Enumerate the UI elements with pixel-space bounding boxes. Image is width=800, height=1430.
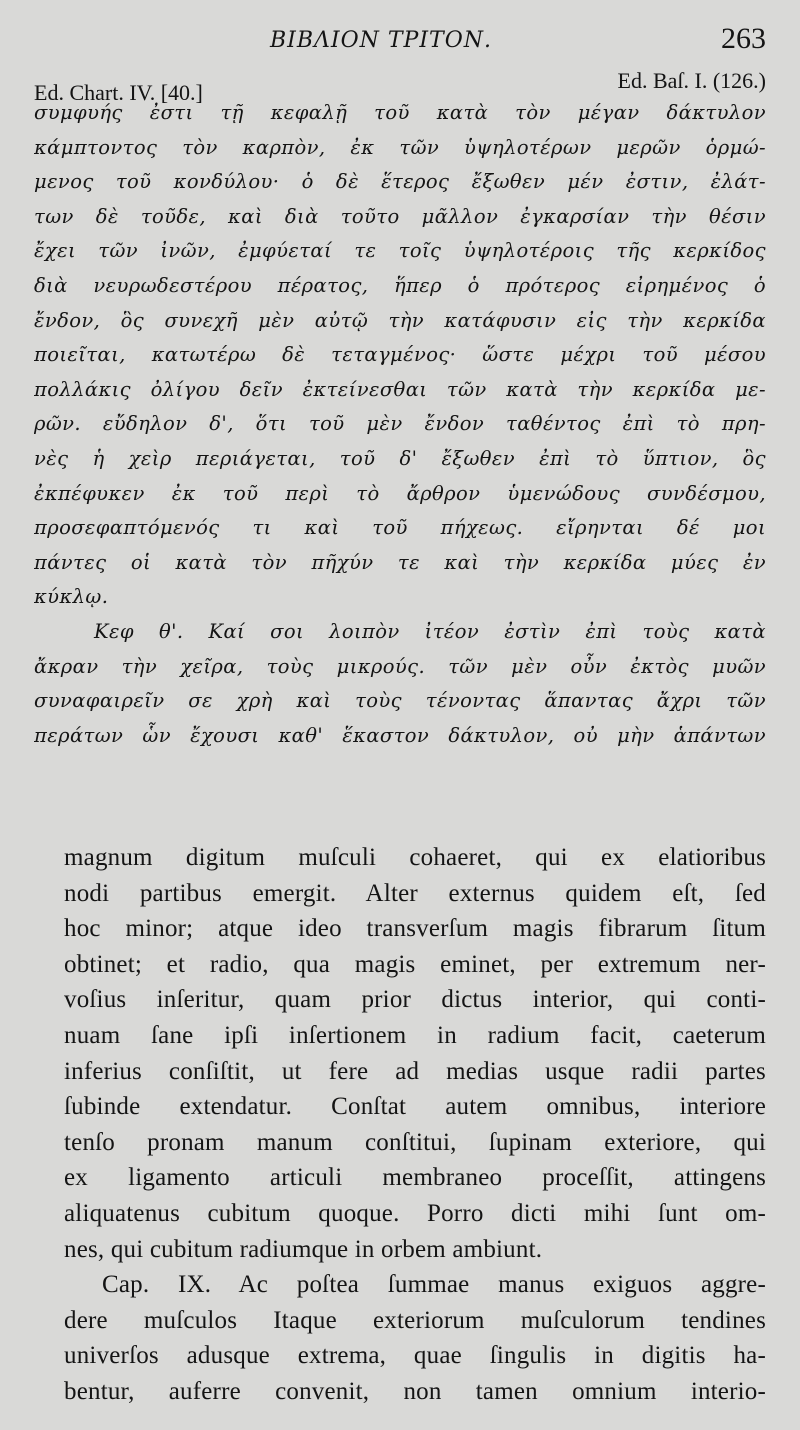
greek-line: ἔνδον, ὃς συνεχῆ μὲν αὐτῷ τὴν κατάφυσιν εἰς τὴν κερκίδα <box>34 308 766 332</box>
greek-line: πάντες οἱ κατὰ τὸν πῆχύν τε καὶ τὴν κερκίδα μύες ἐν <box>34 550 766 574</box>
greek-text-block <box>34 96 766 753</box>
greek-line: ἔχει τῶν ἰνῶν, ἐμφύεταί τε τοῖς ὑψηλοτέροις τῆς κερκίδος <box>34 239 766 263</box>
greek-line: κύκλῳ. <box>34 585 109 609</box>
latin-line: univerſos adusque extrema, quae ſingulis in digitis ha- <box>64 1342 766 1370</box>
edition-reference-chartier: Ed. Chart. IV. [40.] <box>34 80 203 105</box>
page-number: 263 <box>721 22 766 55</box>
greek-chapter-heading-line: Κεφ θ'. Καί σοι λοιπὸν ἰτέον ἐστὶν ἐπὶ τοὺς κατὰ <box>94 619 766 643</box>
latin-line: ex ligamento articuli membraneo proceſſit, attingens <box>64 1164 766 1192</box>
book-title: BIBΛIOΝ ΤΡΙΤΟΝ. <box>270 28 493 53</box>
greek-line: ρῶν. εὔδηλον δ', ὅτι τοῦ μὲν ἔνδον ταθέντος ἐπὶ τὸ πρη- <box>34 412 766 436</box>
latin-line: ſubinde extendatur. Conſtat autem omnibus, interiore <box>64 1093 766 1121</box>
greek-line: μενος τοῦ κονδύλου· ὁ δὲ ἕτερος ἔξωθεν μέν ἐστιν, ἐλάτ- <box>34 170 766 194</box>
greek-line: των δὲ τοῦδε, καὶ διὰ τοῦτο μᾶλλον ἐγκαρσίαν τὴν θέσιν <box>34 204 766 228</box>
greek-line: νὲς ἡ χεὶρ περιάγεται, τοῦ δ' ἔξωθεν ἐπὶ τὸ ὕπτιον, ὃς <box>34 446 766 470</box>
greek-line: συμφυής ἐστι τῇ κεφαλῇ τοῦ κατὰ τὸν μέγαν δάκτυλον <box>34 101 766 124</box>
latin-line: aliquatenus cubitum quoque. Porro dicti mihi ſunt om- <box>64 1199 766 1227</box>
latin-line: dere muſculos Itaque exteriorum muſculorum tendines <box>64 1306 766 1334</box>
greek-line: κάμπτοντος τὸν καρπὸν, ἐκ τῶν ὑψηλοτέρων μερῶν ὁρμώ- <box>34 135 766 159</box>
latin-line: nuam ſane ipſi inſertionem in radium facit, caeterum <box>64 1021 766 1049</box>
greek-line: περάτων ὧν ἔχουσι καθ' ἕκαστον δάκτυλον, οὐ μὴν ἁπάντων <box>34 723 766 747</box>
greek-line: προσεφαπτόμενός τι καὶ τοῦ πήχεως. εἴρηνται δέ μοι <box>34 516 766 540</box>
greek-line: ποιεῖται, κατωτέρω δὲ τεταγμένος· ὥστε μέχρι τοῦ μέσου <box>34 343 766 367</box>
latin-line: inferius conſiſtit, ut fere ad medias usque radii partes <box>64 1057 766 1085</box>
latin-line: hoc minor; atque ideo transverſum magis fibrarum ſitum <box>64 915 766 943</box>
latin-line: magnum digitum muſculi cohaeret, qui ex elatioribus <box>64 844 766 871</box>
greek-line: ἐκπέφυκεν ἐκ τοῦ περὶ τὸ ἄρθρον ὑμενώδους συνδέσμου, <box>34 481 766 505</box>
greek-line: πολλάκις ὀλίγου δεῖν ἐκτείνεσθαι τῶν κατὰ τὴν κερκίδα με- <box>34 377 766 401</box>
latin-chapter-heading-line: Cap. IX. Ac poſtea ſummae manus exiguos aggre- <box>102 1271 766 1299</box>
greek-line: ἄκραν τὴν χεῖρα, τοὺς μικρούς. τῶν μὲν οὖν ἐκτὸς μυῶν <box>34 654 766 678</box>
latin-line: nes, qui cubitum radiumque in orbem ambiunt. <box>64 1235 543 1263</box>
running-head <box>0 22 800 56</box>
latin-text-block <box>64 840 766 1410</box>
latin-line: nodi partibus emergit. Alter externus quidem eſt, ſed <box>64 879 766 907</box>
latin-line: obtinet; et radio, qua magis eminet, per extremum ner- <box>64 950 766 978</box>
edition-reference-basel: Ed. Baſ. I. (126.) <box>617 68 766 93</box>
greek-line: διὰ νευρωδεστέρου πέρατος, ἥπερ ὁ πρότερος εἰρημένος ὁ <box>34 273 766 297</box>
latin-line: bentur, auferre convenit, non tamen omnium interio- <box>64 1377 766 1405</box>
greek-line: συναφαιρεῖν σε χρὴ καὶ τοὺς τένοντας ἅπαντας ἄχρι τῶν <box>34 689 766 713</box>
latin-line: voſius inſeritur, quam prior dictus interior, qui conti- <box>64 986 766 1014</box>
latin-line: tenſo pronam manum conſtitui, ſupinam exteriore, qui <box>64 1128 766 1156</box>
